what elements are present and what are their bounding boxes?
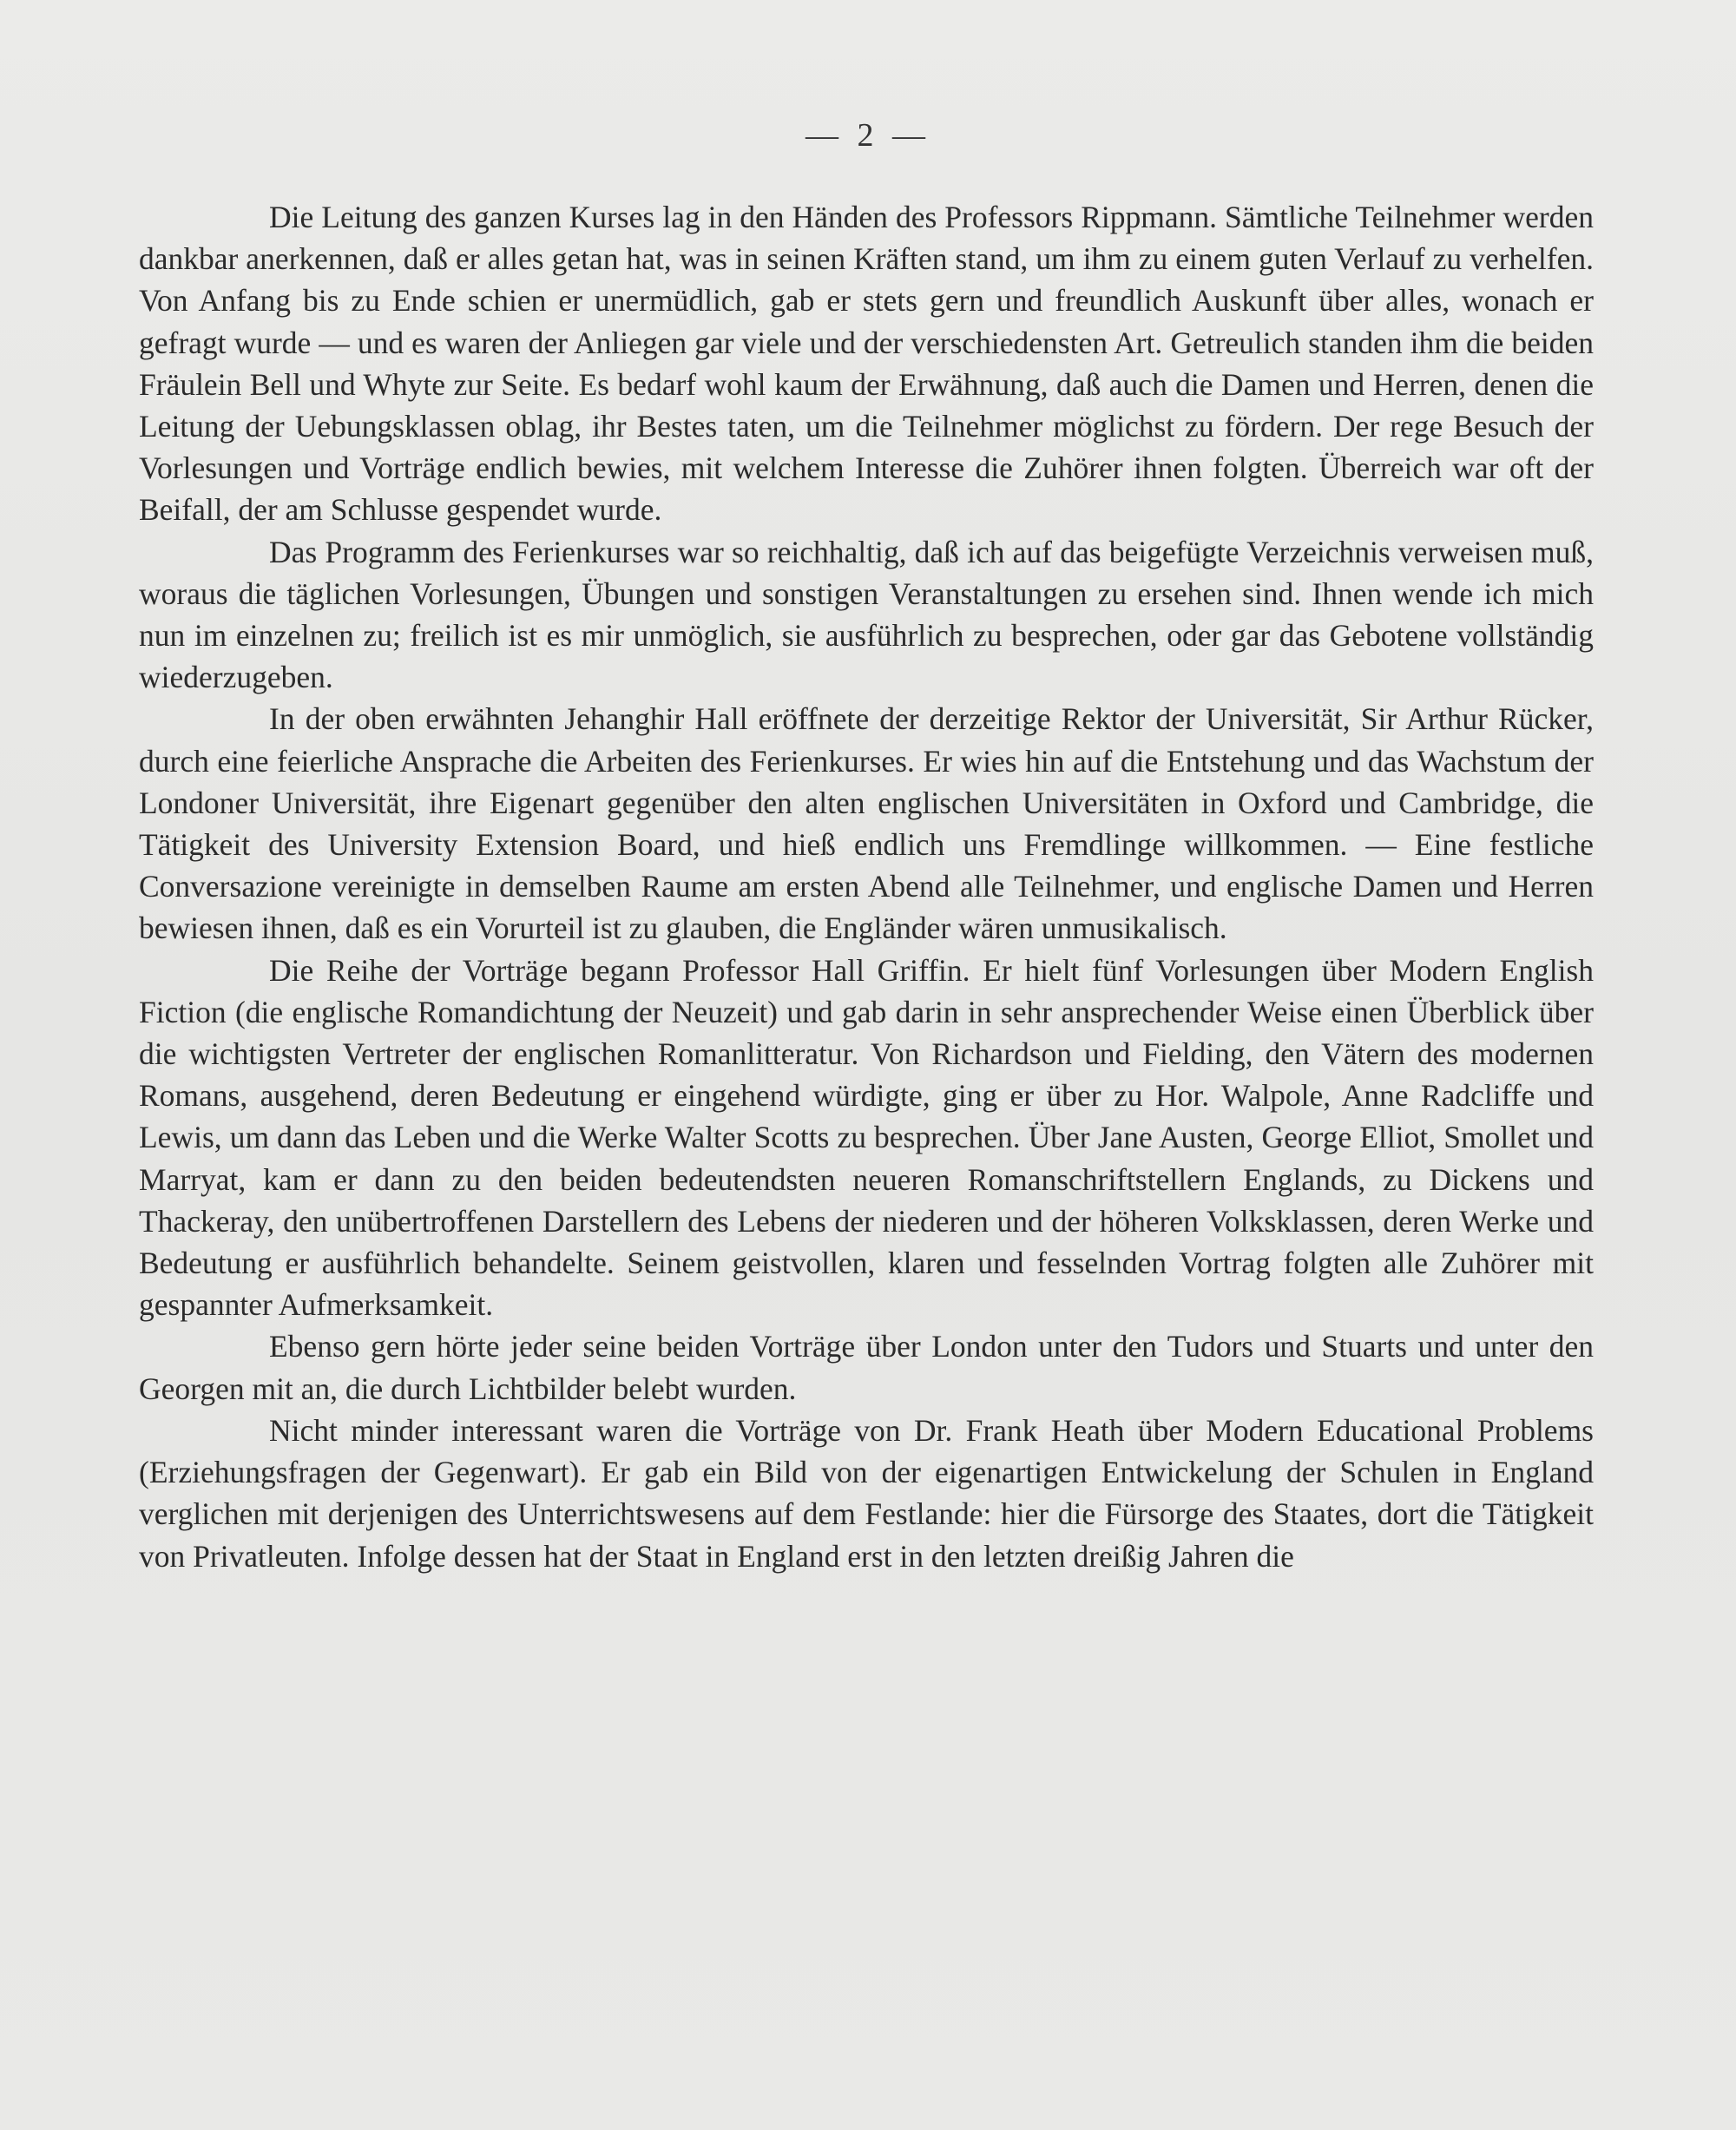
paragraph-leitung: Die Leitung des ganzen Kurses lag in den Händen des Professors Rippmann. Sämtliche Teilnehmer werden dankbar anerkennen, daß er alles getan hat, was in seinen Kräften stand, um ihm zu einem guten Verlauf zu verhelfen. Von Anfang bis zu Ende schien er unermüdlich, gab er stets gern und freundlich Auskunft über alles, wonach er gefragt wurde — und es waren der Anliegen gar viele und der verschiedensten Art. Getreulich standen ihm die beiden Fräulein Bell und Whyte zur Seite. Es bedarf wohl kaum der Erwähnung, daß auch die Damen und Herren, denen die Leitung der Uebungsklassen oblag, ihr Bestes taten, um die Teilnehmer möglichst zu fördern. Der rege Besuch der Vorlesungen und Vorträge endlich bewies, mit welchem Interesse die Zuhörer ihnen folgten. Überreich war oft der Beifall, der am Schlusse gespendet wurde. <box>139 200 1594 528</box>
page-number: — 2 — <box>806 117 930 154</box>
paragraph-london-vortraege: Ebenso gern hörte jeder seine beiden Vorträge über London unter den Tudors und Stuarts und unter den Georgen mit an, die durch Lichtbilder belebt wurden. <box>139 1329 1594 1406</box>
paragraph-hall-griffin: Die Reihe der Vorträge begann Professor Hall Griffin. Er hielt fünf Vorlesungen über Modern English Fiction (die englische Romandichtung der Neuzeit) und gab darin in sehr ansprechender Weise einen Überblick über die wichtigsten Vertreter der englischen Romanlitteratur. Von Richardson und Fielding, den Vätern des modernen Romans, ausgehend, deren Bedeutung er eingehend würdigte, ging er über zu Hor. Walpole, Anne Radcliffe und Lewis, um dann das Leben und die Werke Walter Scotts zu besprechen. Über Jane Austen, George Elliot, Smollet und Marryat, kam er dann zu den beiden bedeutendsten neueren Romanschriftstellern Englands, zu Dickens und Thackeray, den unübertroffenen Darstellern des Lebens der niederen und der höheren Volksklassen, deren Werke und Bedeutung er ausführlich behandelte. Seinem geistvollen, klaren und fesselnden Vortrag folgten alle Zuhörer mit gespannter Aufmerksamkeit. <box>139 952 1594 1323</box>
paragraph-programm: Das Programm des Ferienkurses war so reichhaltig, daß ich auf das beigefügte Verzeichnis verweisen muß, woraus die täglichen Vorlesungen, Übungen und sonstigen Veranstaltungen zu ersehen sind. Ihnen wende ich mich nun im einzelnen zu; freilich ist es mir unmöglich, sie ausführlich zu besprechen, oder gar das Gebotene vollständig wiederzugeben. <box>139 534 1594 695</box>
body-text <box>139 196 1594 1577</box>
paragraph-frank-heath: Nicht minder interessant waren die Vorträge von Dr. Frank Heath über Modern Educational Problems (Erziehungsfragen der Gegenwart). Er gab ein Bild von der eigenartigen Entwickelung der Schulen in England verglichen mit derjenigen des Unterrichtswesens auf dem Festlande: hier die Fürsorge des Staates, dort die Tätigkeit von Privatleuten. Infolge dessen hat der Staat in England erst in den letzten dreißig Jahren die <box>139 1412 1594 1574</box>
paragraph-eroeffnung: In der oben erwähnten Jehanghir Hall eröffnete der derzeitige Rektor der Universität, Sir Arthur Rücker, durch eine feierliche Ansprache die Arbeiten des Ferienkurses. Er wies hin auf die Entstehung und das Wachstum der Londoner Universität, ihre Eigenart gegenüber den alten englischen Universitäten in Oxford und Cambridge, die Tätigkeit des University Extension Board, und hieß endlich uns Fremdlinge willkommen. — Eine festliche Conversazione vereinigte in demselben Raume am ersten Abend alle Teilnehmer, und englische Damen und Herren bewiesen ihnen, daß es ein Vorurteil ist zu glauben, die Engländer wären unmusikalisch. <box>139 701 1594 946</box>
